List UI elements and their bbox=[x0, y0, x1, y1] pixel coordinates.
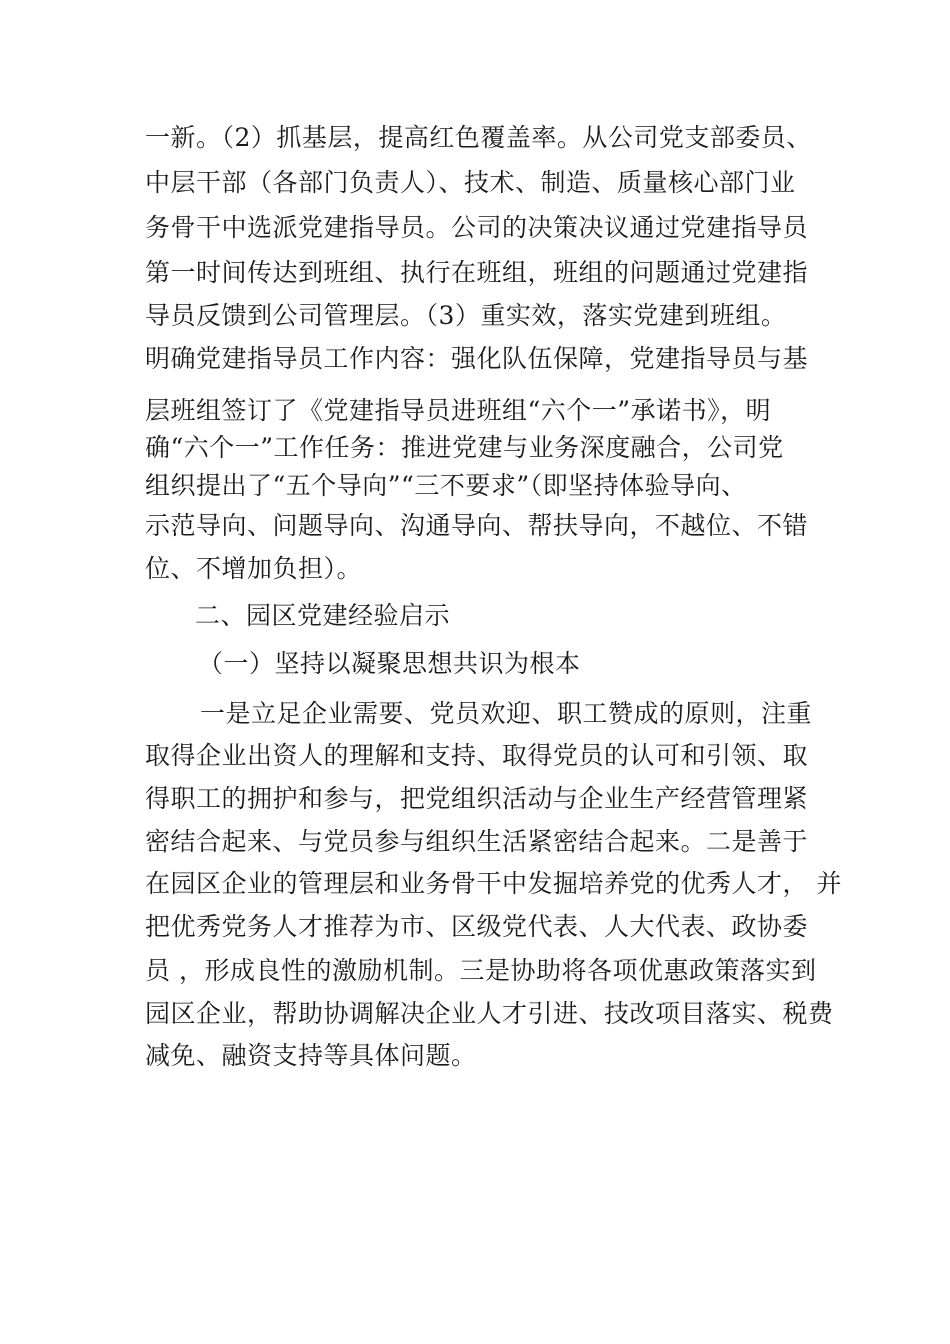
paragraph-line-1: 一是立足企业需要、党员欢迎、职工赞成的原则，注重 bbox=[200, 699, 813, 728]
paragraph-line-7: 员 ，形成良性的激励机制。三是协助将各项优惠政策落实到 bbox=[145, 956, 817, 985]
text-line-2: 中层干部（各部门负责人）、技术、制造、质量核心部门业 bbox=[145, 168, 796, 197]
paragraph-line-9: 减免、融资支持等具体问题。 bbox=[145, 1041, 477, 1070]
text-line-7: 层班组签订了《党建指导员进班组“六个一”承诺书》，明 bbox=[145, 396, 772, 425]
section-heading: 二、园区党建经验启示 bbox=[195, 601, 451, 630]
text-line-9: 组织提出了“五个导向”“三不要求”（即坚持体验导向、 bbox=[145, 471, 747, 500]
text-line-11: 位、不增加负担）。 bbox=[145, 554, 363, 583]
subsection-heading: （一）坚持以凝聚思想共识为根本 bbox=[198, 649, 581, 678]
text-line-5: 导员反馈到公司管理层。（3）重实效，落实党建到班组。 bbox=[145, 301, 787, 330]
paragraph-line-8: 园区企业，帮助协调解决企业人才引进、技改项目落实、税费 bbox=[145, 999, 834, 1028]
text-line-10: 示范导向、问题导向、沟通导向、帮扶导向，不越位、不错 bbox=[145, 511, 809, 540]
text-line-3: 务骨干中选派党建指导员。公司的决策决议通过党建指导员 bbox=[145, 213, 809, 242]
paragraph-line-5: 在园区企业的管理层和业务骨干中发掘培养党的优秀人才， 并 bbox=[145, 869, 842, 898]
text-line-4: 第一时间传达到班组、执行在班组，班组的问题通过党建指 bbox=[145, 258, 809, 287]
paragraph-line-6: 把优秀党务人才推荐为市、区级党代表、人大代表、政协委 bbox=[145, 912, 809, 941]
paragraph-line-2: 取得企业出资人的理解和支持、取得党员的认可和引领、取 bbox=[145, 741, 809, 770]
text-line-1: 一新。（2）抓基层，提高红色覆盖率。从公司党支部委员、 bbox=[145, 123, 812, 152]
text-line-8: 确“六个一”工作任务：推进党建与业务深度融合，公司党 bbox=[145, 433, 784, 462]
paragraph-line-3: 得职工的拥护和参与，把党组织活动与企业生产经营管理紧 bbox=[145, 784, 809, 813]
paragraph-line-4: 密结合起来、与党员参与组织生活紧密结合起来。二是善于 bbox=[145, 827, 809, 856]
text-line-6: 明确党建指导员工作内容：强化队伍保障，党建指导员与基 bbox=[145, 344, 809, 373]
